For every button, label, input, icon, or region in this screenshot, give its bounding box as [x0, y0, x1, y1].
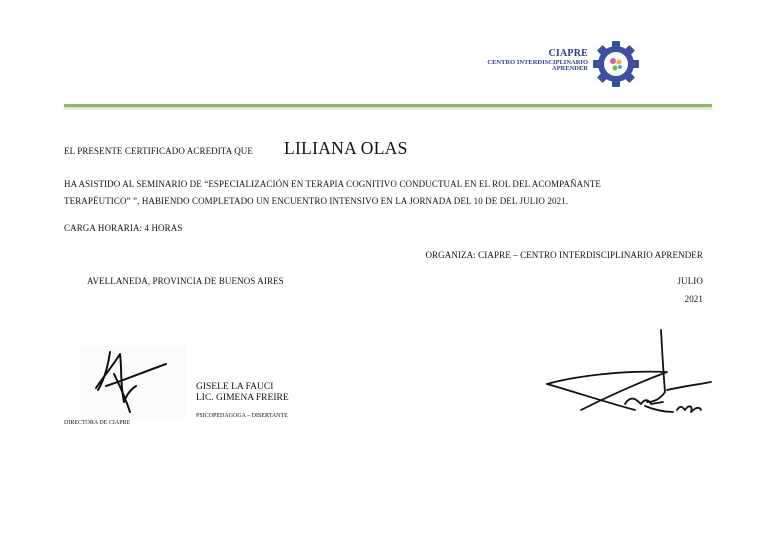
org-line-3: APRENDER [551, 65, 588, 73]
signer-role-2: PSICOPEDAGOGA – DISERTANTE [196, 413, 288, 419]
org-short-name: CIAPRE [548, 48, 588, 59]
gear-logo-icon [593, 41, 639, 87]
left-signature [80, 346, 186, 420]
location: AVELLANEDA, PROVINCIA DE BUENOS AIRES [87, 276, 284, 286]
body-line-2: TERAPÉUTICO” ”, HABIENDO COMPLETADO UN ENCUENTRO INTENSIVO EN LA JORNADA DEL 10 DE DEL JULIO 2021. [64, 196, 569, 206]
body-line-1: HA ASISTIDO AL SEMINARIO DE “ESPECIALIZACIÓN EN TERAPIA COGNITIVO CONDUCTUAL EN EL ROL DEL ACOMPAÑANTE [64, 179, 602, 189]
header-divider [64, 104, 712, 107]
organiza-line: ORGANIZA: CIAPRE – CENTRO INTERDISCIPLINARIO APRENDER [425, 250, 703, 260]
org-line-2: CENTRO INTERDISCIPLINARIO [487, 58, 588, 66]
carga-horaria: CARGA HORARIA: 4 HORAS [64, 223, 183, 233]
month: JULIO [677, 276, 703, 286]
left-signature-role: DIRECTORA DE CIAPRE [64, 420, 131, 426]
recipient-name: LILIANA OLAS [284, 138, 408, 158]
right-signature [545, 328, 715, 420]
year: 2021 [684, 294, 703, 304]
org-logo-text [487, 49, 588, 73]
signer-name-2: LIC. GIMENA FREIRE [196, 393, 289, 403]
acredita-label: EL PRESENTE CERTIFICADO ACREDITA QUE [64, 146, 254, 156]
signer-name-1: GISELE LA FAUCI [196, 382, 274, 392]
